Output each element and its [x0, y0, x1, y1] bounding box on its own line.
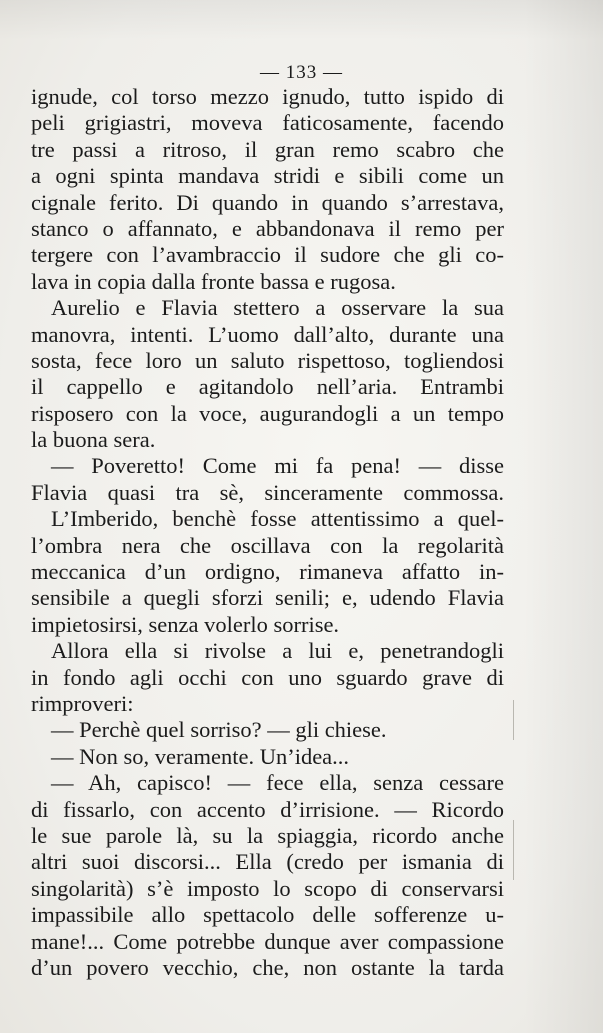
text-line: stanco o affannato, e abbandonava il remo per	[31, 215, 504, 241]
text-line: mane!... Come potrebbe dunque aver compassione	[31, 928, 504, 954]
body-text	[31, 84, 504, 981]
text-line: le sue parole là, su la spiaggia, ricordo anche	[31, 822, 504, 848]
text-line: risposero con la voce, augurandogli a un tempo	[31, 400, 504, 426]
text-line: la buona sera.	[31, 427, 156, 453]
text-line: a ogni spinta mandava stridi e sibili come un	[31, 163, 504, 189]
text-line: Allora ella si rivolse a lui e, penetrandogli	[51, 638, 504, 664]
text-line: singolarità) s’è imposto lo scopo di conservarsi	[31, 875, 504, 901]
text-line: cignale ferito. Di quando in quando s’arrestava,	[31, 189, 504, 215]
text-line: di fissarlo, con accento d’irrisione. — Ricordo	[31, 796, 504, 822]
scan-shadow-right	[523, 0, 603, 1033]
text-line: meccanica d’un ordigno, rimaneva affatto in-	[31, 559, 504, 585]
text-line: rimproveri:	[31, 690, 134, 716]
text-line: sosta, fece loro un saluto rispettoso, togliendosi	[31, 347, 504, 373]
text-line: in fondo agli occhi con uno sguardo grave di	[31, 664, 504, 690]
text-line: altri suoi discorsi... Ella (credo per ismania di	[31, 849, 504, 875]
text-line: ignude, col torso mezzo ignudo, tutto ispido di	[31, 84, 504, 109]
text-line: il cappello e agitandolo nell’aria. Entrambi	[31, 374, 504, 400]
text-line: — Non so, veramente. Un’idea...	[51, 743, 350, 769]
text-line: sensibile a quegli sforzi senili; e, udendo Flavia	[31, 585, 504, 611]
text-line: impietosirsi, senza volerlo sorrise.	[31, 611, 340, 637]
text-line: L’Imberido, benchè fosse attentissimo a quel-	[51, 506, 504, 532]
margin-mark	[513, 700, 514, 740]
text-line: Flavia quasi tra sè, sinceramente commossa.	[31, 479, 504, 505]
page-number: — 133 —	[260, 62, 343, 83]
text-line: — Poveretto! Come mi fa pena! — disse	[51, 453, 504, 479]
text-line: lava in copia dalla fronte bassa e rugosa.	[31, 268, 396, 294]
text-line: d’un povero vecchio, che, non ostante la tarda	[31, 954, 504, 980]
text-line: impassibile allo spettacolo delle sofferenze u-	[31, 902, 504, 928]
text-line: — Perchè quel sorriso? — gli chiese.	[51, 717, 387, 743]
scan-shadow-top	[0, 0, 603, 40]
margin-mark	[513, 820, 514, 880]
text-line: tre passi a ritroso, il gran remo scabro che	[31, 136, 504, 162]
text-line: tergere con l’avambraccio il sudore che gli co-	[31, 242, 504, 268]
text-line: peli grigiastri, moveva faticosamente, facendo	[31, 110, 504, 136]
text-line: manovra, intenti. L’uomo dall’alto, durante una	[31, 321, 504, 347]
text-line: l’ombra nera che oscillava con la regolarità	[31, 532, 504, 558]
text-line: — Ah, capisco! — fece ella, senza cessare	[51, 770, 504, 796]
text-line: Aurelio e Flavia stettero a osservare la sua	[51, 295, 504, 321]
